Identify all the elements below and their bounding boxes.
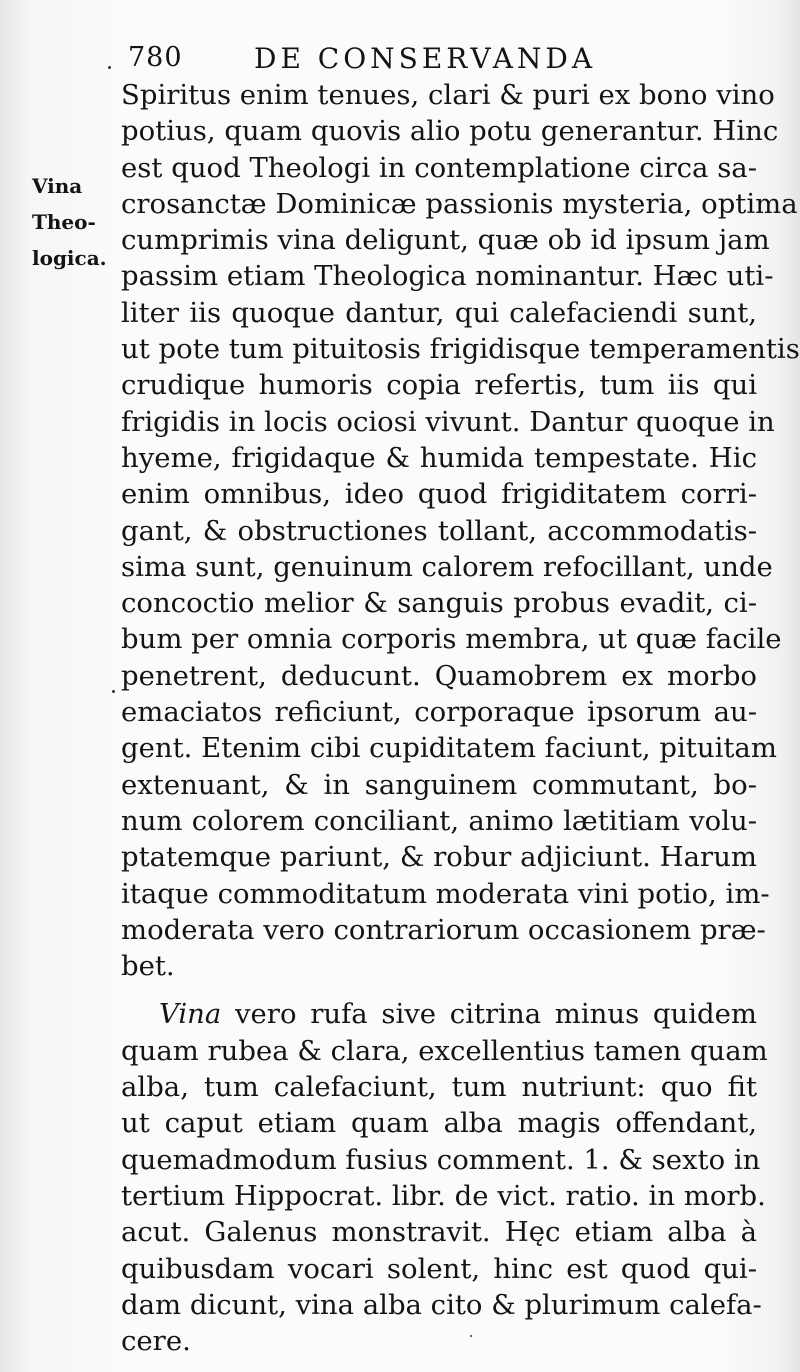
paragraph-gap <box>121 984 757 996</box>
text-line: enim omnibus, ideo quod frigiditatem corri- <box>121 478 757 511</box>
text-line: ut caput etiam quam alba magis offendant, <box>121 1107 757 1140</box>
text-line: alba, tum calefaciunt, tum nutriunt: quo fit <box>121 1071 757 1104</box>
body-text <box>121 77 800 1359</box>
text-line: itaque commoditatum moderata vini potio, im- <box>121 877 770 910</box>
italic-word: Vina <box>159 998 222 1031</box>
text-line: ut pote tum pituitosis frigidisque temperamentis <box>121 333 800 366</box>
text-line: crosanctæ Dominicæ passionis mysteria, optima <box>121 187 798 220</box>
text-line: potius, quam quovis alio potu generantur. Hinc <box>121 115 779 148</box>
text-line: gent. Etenim cibi cupiditatem faciunt, pituitam <box>121 732 777 765</box>
marginal-note-line: logica. <box>32 246 107 270</box>
text-line: passim etiam Theologica nominantur. Hæc uti- <box>121 260 774 293</box>
text-line: penetrent, deducunt. Quamobrem ex morbo <box>121 659 757 692</box>
text-line: hyeme, frigidaque & humida tempestate. Hic <box>121 441 757 474</box>
marginal-note <box>32 168 124 276</box>
text-line: cumprimis vina deligunt, quæ ob id ipsum jam <box>121 224 770 257</box>
text-line: sima sunt, genuinum calorem refocillant, unde <box>121 550 773 583</box>
text-line: quibusdam vocari solent, hinc est quod qui- <box>121 1252 757 1285</box>
text-line: est quod Theologi in contemplatione circa sa- <box>121 151 757 184</box>
ink-speck <box>470 1335 472 1337</box>
running-head: DE CONSERVANDA <box>254 42 597 75</box>
paragraph-2 <box>121 996 768 1359</box>
text-line: ptatemque pariunt, & robur adjiciunt. Harum <box>121 841 757 874</box>
marginal-note-line: Vina <box>32 174 83 198</box>
text-line-rest: vero rufa sive citrina minus quidem <box>221 998 757 1031</box>
text-line: num colorem conciliant, animo lætitiam volu- <box>121 804 757 837</box>
text-line: quam rubea & clara, excellentius tamen quam <box>121 1034 768 1067</box>
text-line: extenuant, & in sanguinem commutant, bo- <box>121 768 757 801</box>
text-line: acut. Galenus monstravit. Hęc etiam alba à <box>121 1216 757 1249</box>
text-line: cere. <box>121 1325 191 1358</box>
text-line: moderata vero contrariorum occasionem præ- <box>121 913 766 946</box>
marginal-note-line: Theo- <box>32 210 96 234</box>
text-line: bet. <box>121 950 175 983</box>
text-line: bum per omnia corporis membra, ut quæ facile <box>121 623 782 656</box>
text-line: emaciatos reficiunt, corporaque ipsorum au- <box>121 696 757 729</box>
paragraph-1 <box>121 77 800 984</box>
text-line: crudique humoris copia refertis, tum iis qui <box>121 369 757 402</box>
text-line <box>121 996 757 1032</box>
text-line: Spiritus enim tenues, clari & puri ex bono vino <box>121 79 775 111</box>
text-line: gant, & obstructiones tollant, accommodatis- <box>121 514 757 547</box>
text-line: dam dicunt, vina alba cito & plurimum calefa- <box>121 1288 762 1321</box>
text-line: quemadmodum fusius comment. 1. & sexto in <box>121 1143 761 1176</box>
text-line: frigidis in locis ociosi vivunt. Dantur quoque in <box>121 405 775 438</box>
page-number: 780 <box>128 42 183 73</box>
ink-speck <box>108 66 111 69</box>
text-line: liter iis quoque dantur, qui calefaciendi sunt, <box>121 296 757 329</box>
ink-speck <box>112 690 115 693</box>
text-line: tertium Hippocrat. libr. de vict. ratio. in morb. <box>121 1179 766 1212</box>
text-line: concoctio melior & sanguis probus evadit, ci- <box>121 587 757 620</box>
